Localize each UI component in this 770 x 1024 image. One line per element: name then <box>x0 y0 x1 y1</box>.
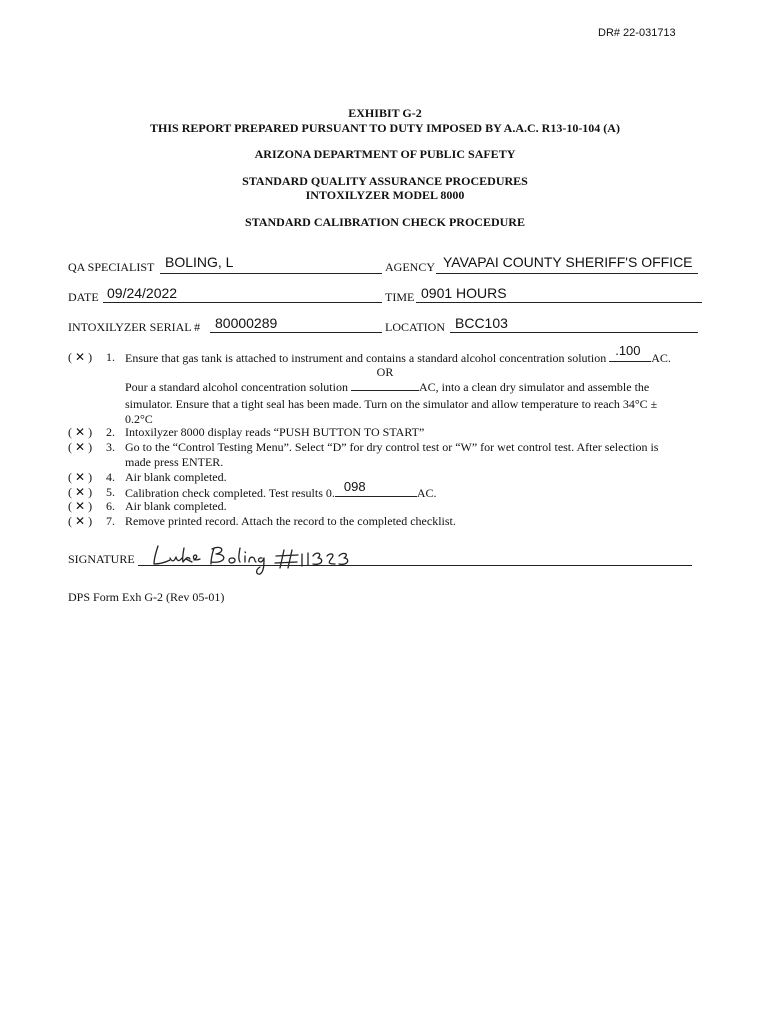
checklist-item-5: ( ✕ ) 5. Calibration check completed. Test results 0. 098 AC. <box>68 479 437 500</box>
duty-statement: THIS REPORT PREPARED PURSUANT TO DUTY IMPOSED BY A.A.C. R13-10-104 (A) <box>150 121 620 135</box>
concentration-value: .100 <box>615 343 641 358</box>
checklist-item-6: ( ✕ ) 6. Air blank completed. <box>68 499 227 513</box>
check-x-icon: ✕ <box>75 485 86 499</box>
checkbox-5[interactable]: ( ✕ ) <box>68 485 93 499</box>
qa-specialist-line <box>160 273 382 274</box>
check-x-icon: ✕ <box>75 440 86 454</box>
check-procedure-title: STANDARD CALIBRATION CHECK PROCEDURE <box>245 215 525 229</box>
form-id: DPS Form Exh G-2 (Rev 05-01) <box>68 590 225 604</box>
exhibit-title: EXHIBIT G-2 <box>348 106 422 120</box>
procedures-title: STANDARD QUALITY ASSURANCE PROCEDURES <box>242 174 528 188</box>
agency-label: AGENCY <box>385 260 435 274</box>
agency-line <box>436 273 698 274</box>
location-label: LOCATION <box>385 320 445 334</box>
concentration-blank <box>609 343 651 362</box>
check-x-icon: ✕ <box>75 425 86 439</box>
test-result-blank <box>335 479 417 497</box>
pour-instructions: Pour a standard alcohol concentration solution AC, into a clean dry simulator and assemble the simulator. Ensure that a tight seal has been made. Turn on the simulator and allow temperature to reach 34°C ± 0.2°C <box>125 380 658 426</box>
checklist-item-1: ( ✕ ) 1. Ensure that gas tank is attached to instrument and contains a standard alcohol concentration solution .100 AC. <box>68 343 671 365</box>
check-x-icon: ✕ <box>75 499 86 513</box>
serial-value: 80000289 <box>215 315 278 331</box>
time-line <box>416 302 702 303</box>
checklist-item-4: ( ✕ ) 4. Air blank completed. <box>68 470 227 484</box>
signature-text <box>152 544 362 574</box>
checklist-item-2: ( ✕ ) 2. Intoxilyzer 8000 display reads “PUSH BUTTON TO START” <box>68 425 425 439</box>
qa-specialist-label: QA SPECIALIST <box>68 260 155 274</box>
test-result-value: 098 <box>343 479 366 494</box>
checkbox-7[interactable]: ( ✕ ) <box>68 514 93 528</box>
location-value: BCC103 <box>455 315 508 331</box>
check-x-icon: ✕ <box>75 514 86 528</box>
or-divider: OR <box>376 365 394 379</box>
dr-number: DR# 22-031713 <box>598 27 676 39</box>
date-line <box>103 302 382 303</box>
date-label: DATE <box>68 290 99 304</box>
checklist-item-7: ( ✕ ) 7. Remove printed record. Attach the record to the completed checklist. <box>68 514 456 528</box>
serial-line <box>210 332 382 333</box>
checklist-item-3: ( ✕ ) 3. Go to the “Control Testing Menu”. Select “D” for dry control test or “W” for wet control test. After selection is made press ENTER. <box>68 440 659 469</box>
time-value: 0901 HOURS <box>421 285 507 301</box>
checkbox-4[interactable]: ( ✕ ) <box>68 470 93 484</box>
check-x-icon: ✕ <box>75 350 86 364</box>
qa-specialist-value: BOLING, L <box>165 254 234 270</box>
agency-value: YAVAPAI COUNTY SHERIFF'S OFFICE <box>443 254 693 270</box>
model-title: INTOXILYZER MODEL 8000 <box>305 188 465 202</box>
signature-label: SIGNATURE <box>68 552 135 566</box>
checkbox-6[interactable]: ( ✕ ) <box>68 499 93 513</box>
serial-label: INTOXILYZER SERIAL # <box>68 320 201 334</box>
checkbox-2[interactable]: ( ✕ ) <box>68 425 93 439</box>
item-1-text: Ensure that gas tank is attached to instrument and contains a standard alcohol concentration solution <box>125 351 607 365</box>
department-title: ARIZONA DEPARTMENT OF PUBLIC SAFETY <box>254 147 516 161</box>
checkbox-1[interactable]: ( ✕ ) <box>68 350 93 364</box>
date-value: 09/24/2022 <box>107 285 178 301</box>
checkbox-3[interactable]: ( ✕ ) <box>68 440 93 454</box>
time-label: TIME <box>385 290 415 304</box>
check-x-icon: ✕ <box>75 470 86 484</box>
location-line <box>450 332 698 333</box>
